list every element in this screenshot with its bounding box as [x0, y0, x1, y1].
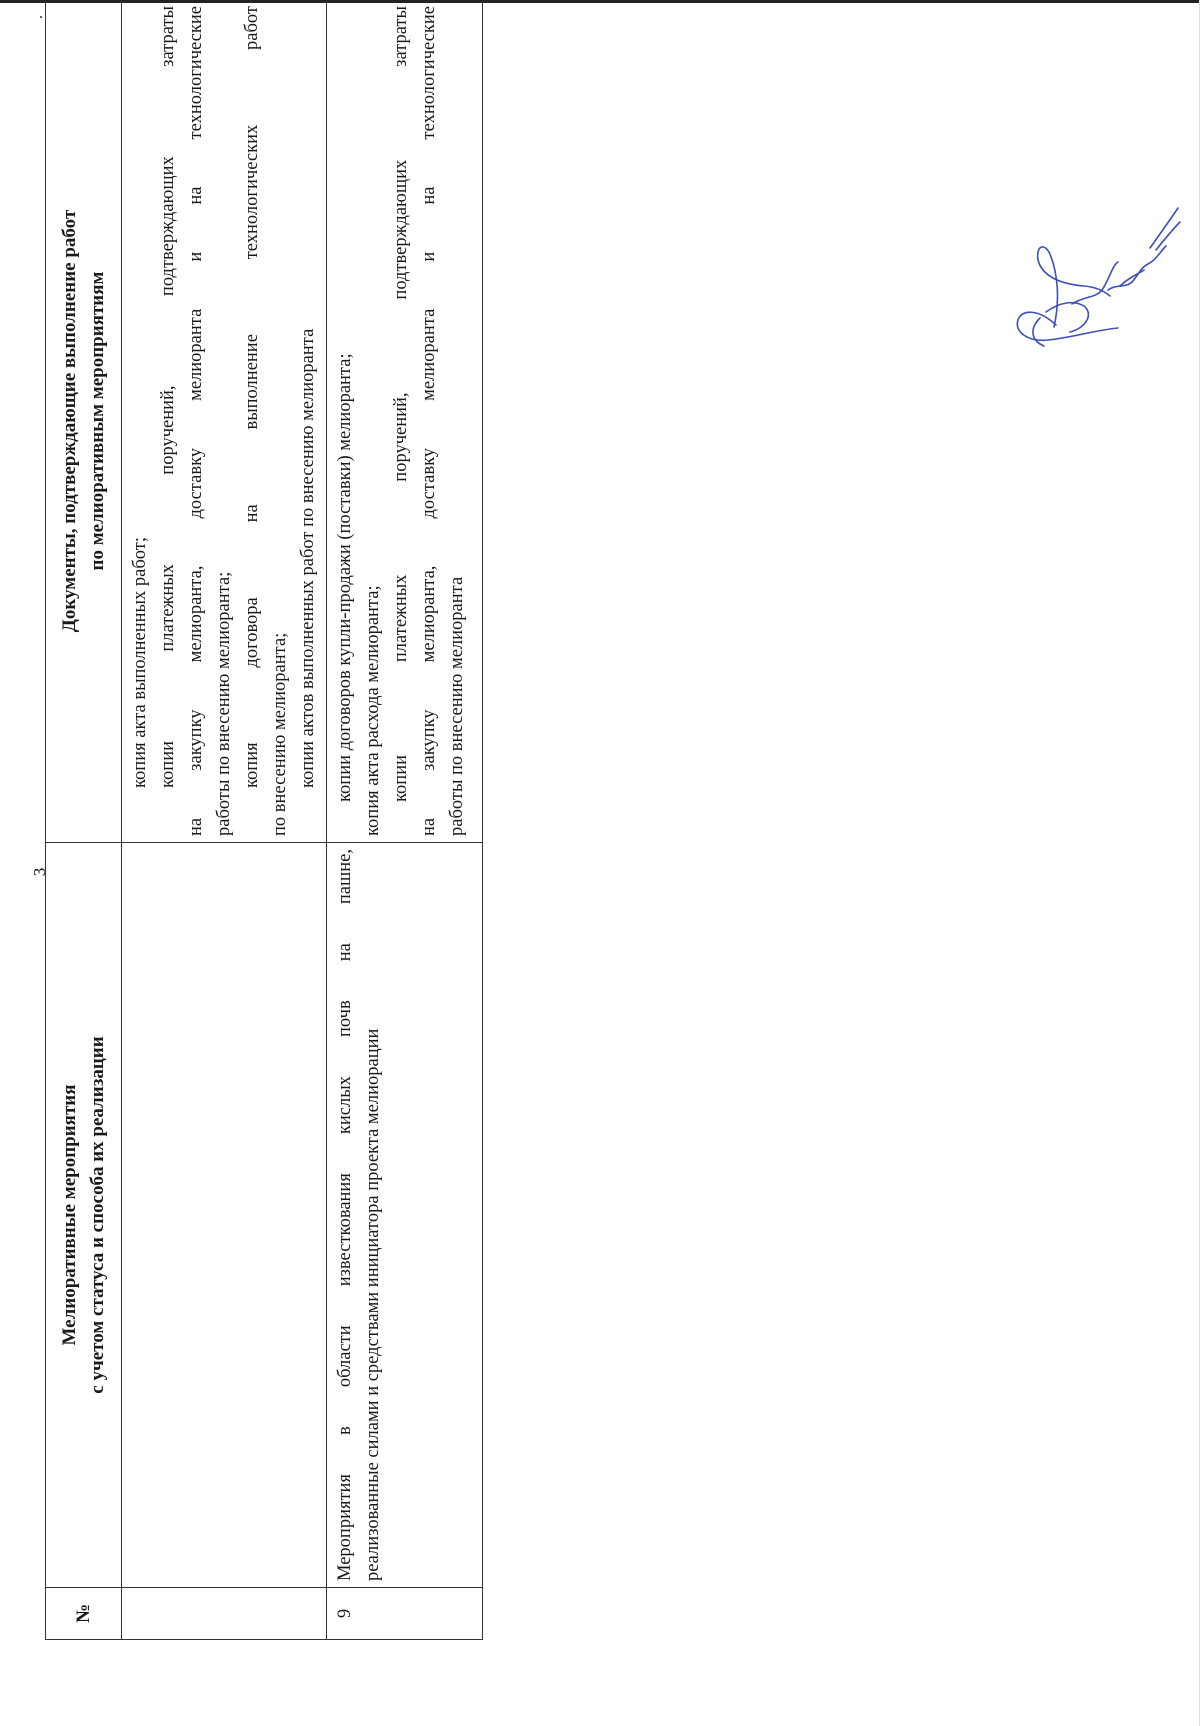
- doc-line: на закупку мелиоранта, доставку мелиоранта и на технологические: [419, 6, 439, 836]
- doc-line: работы по внесению мелиоранта;: [214, 571, 234, 836]
- table-row: [122, 0, 327, 1640]
- activity-line: реализованные силами и средствами инициатора проекта мелиорации: [363, 1028, 383, 1581]
- row-number: 9: [327, 1588, 483, 1640]
- row-docs: [122, 0, 327, 843]
- header-docs-line1: Документы, подтверждающие выполнение работ: [58, 209, 80, 633]
- header-num: №: [46, 1588, 122, 1640]
- header-docs: [46, 0, 122, 843]
- doc-line: по внесению мелиоранта;: [270, 632, 290, 836]
- doc-line: на закупку мелиоранта, доставку мелиоранта и на технологические: [186, 6, 206, 836]
- scan-speck: [40, 16, 42, 18]
- rotated-table-container: [45, 0, 467, 1640]
- measures-table: [45, 0, 483, 1640]
- doc-line: копии платежных поручений, подтверждающих затраты: [158, 6, 178, 788]
- page-number: 3: [30, 867, 49, 877]
- table-header-row: [46, 0, 122, 1640]
- header-activity-line2: с учетом статуса и способа их реализации: [86, 1036, 108, 1394]
- doc-line: копии платежных поручений, подтверждающих затраты: [391, 6, 411, 802]
- doc-line: копия акта расхода мелиоранта;: [363, 585, 383, 836]
- header-activity-line1: Мелиоративные мероприятия: [58, 1084, 80, 1346]
- doc-line: копия акта выполненных работ;: [130, 537, 150, 788]
- header-docs-line2: по мелиоративным мероприятиям: [86, 271, 108, 571]
- doc-line: копия договора на выполнение технологических работ: [242, 6, 262, 788]
- row-docs: [327, 0, 483, 843]
- row-activity: [122, 843, 327, 1588]
- doc-line: работы по внесению мелиоранта: [447, 576, 467, 836]
- row-activity: [327, 843, 483, 1588]
- activity-line: Мероприятия в области известкования кислых почв на пашне,: [335, 849, 355, 1581]
- header-activity: [46, 843, 122, 1588]
- doc-line: копии актов выполненных работ по внесению мелиоранта: [298, 328, 318, 788]
- row-number: [122, 1588, 327, 1640]
- signature-image: [1000, 190, 1190, 360]
- table-row: [327, 0, 483, 1640]
- doc-line: копии договоров купли-продажи (поставки) мелиоранта;: [335, 353, 355, 802]
